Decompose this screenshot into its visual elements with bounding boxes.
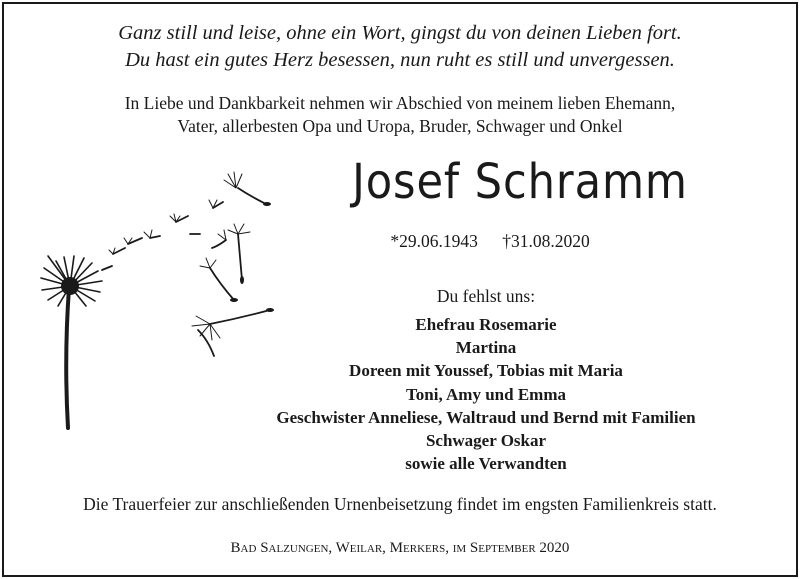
family-member: Geschwister Anneliese, Waltraud und Bernd mit Familien [276, 407, 696, 427]
birth-date: *29.06.1943 [390, 231, 478, 251]
motto-line-1: Ganz still und leise, ohne ein Wort, gingst du von deinen Lieben fort. [118, 22, 682, 44]
miss-heading: Du fehlst uns: [436, 286, 536, 306]
intro-line-2: Vater, allerbesten Opa und Uropa, Bruder, Schwager und Onkel [177, 116, 623, 136]
deceased-name: Josef Schramm [352, 154, 688, 210]
motto-line-2: Du hast ein gutes Herz besessen, nun ruht es still und unvergessen. [125, 49, 675, 71]
family-member: sowie alle Verwandten [405, 454, 567, 474]
intro-text [0, 92, 800, 138]
family-member: Schwager Oskar [425, 431, 547, 451]
intro-line-1: In Liebe und Dankbarkeit nehmen wir Abschied von meinem lieben Ehemann, [124, 93, 676, 113]
life-dates [370, 231, 610, 252]
ceremony-note: Die Trauerfeier zur anschließenden Urnenbeisetzung findet im engsten Familienkreis statt. [83, 494, 717, 514]
family-member: Martina [455, 338, 517, 358]
family-member: Doreen mit Youssef, Tobias mit Maria [349, 361, 623, 381]
family-member: Ehefrau Rosemarie [415, 315, 557, 334]
family-list [186, 313, 786, 475]
place-date: Bad Salzungen, Weilar, Merkers, im September 2020 [230, 540, 570, 556]
family-member: Toni, Amy und Emma [406, 384, 566, 404]
death-date: †31.08.2020 [502, 231, 590, 251]
motto-verse [0, 20, 800, 74]
